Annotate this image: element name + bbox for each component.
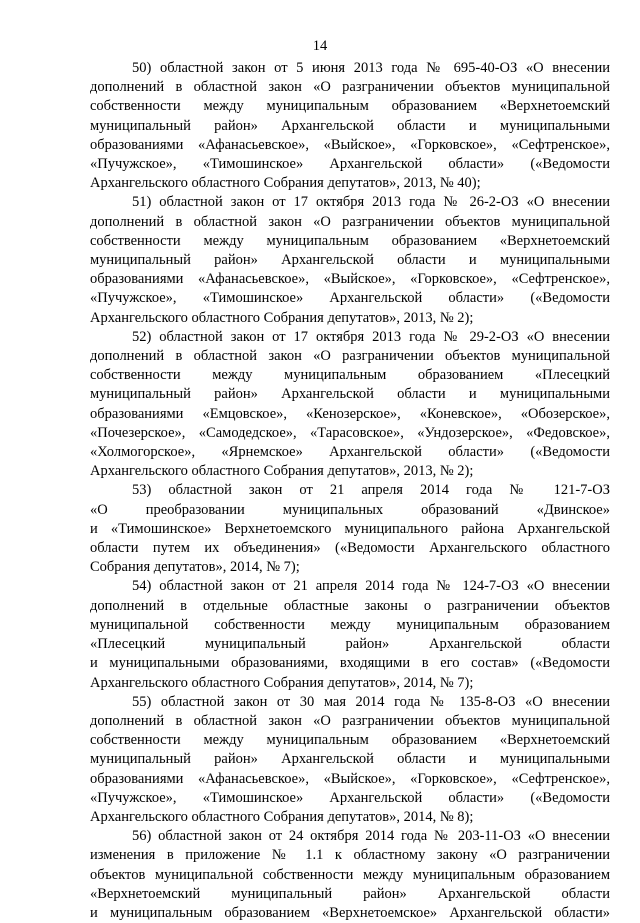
text-line: изменения в приложение № 1.1 к областному закону «О разграничении — [90, 847, 610, 864]
text-line: муниципальный район» Архангельской области и муниципальными — [90, 117, 610, 134]
list-item-56 — [90, 827, 610, 923]
text-line: дополнений в областной закон «О разграничении объектов муниципальной — [90, 79, 610, 96]
text-line: Архангельского областного Собрания депутатов», 2013, № 2); — [90, 463, 474, 480]
text-line: Архангельского областного Собрания депутатов», 2014, № 7); — [90, 674, 474, 691]
text-line: 50) областной закон от 5 июня 2013 года № 695-40-ОЗ «О внесении — [132, 60, 610, 76]
text-line: Архангельского областного Собрания депутатов», 2013, № 40); — [90, 175, 481, 192]
text-line: области путем их объединения» («Ведомости Архангельского областного — [90, 540, 610, 557]
text-line: образованиями «Афанасьевское», «Выйское», «Горковское», «Сефтренское», — [90, 770, 610, 787]
text-line: 53) областной закон от 21 апреля 2014 года № 121-7-ОЗ — [132, 482, 610, 499]
page-number: 14 — [312, 38, 328, 54]
text-line: 52) областной закон от 17 октября 2013 года № 29-2-ОЗ «О внесении — [132, 328, 610, 345]
text-line: дополнений в отдельные областные законы о разграничении объектов — [90, 597, 610, 614]
text-line: «Холмогорское», «Ярнемское» Архангельской области» («Ведомости — [90, 444, 610, 461]
text-line: собственности между муниципальным образованием «Верхнетоемский — [90, 732, 610, 749]
text-line: собственности между муниципальным образованием «Верхнетоемский — [90, 232, 610, 249]
text-line: образованиями «Афанасьевское», «Выйское», «Горковское», «Сефтренское», — [90, 136, 610, 153]
text-line: «Пучужское», «Тимошинское» Архангельской области» («Ведомости — [90, 156, 610, 173]
list-item-50 — [90, 59, 610, 193]
list-item-51 — [90, 193, 610, 327]
document-body — [90, 59, 610, 923]
text-line: дополнений в областной закон «О разграничении объектов муниципальной — [90, 213, 610, 230]
text-line: образованиями «Афанасьевское», «Выйское», «Горковское», «Сефтренское», — [90, 271, 610, 288]
text-line: муниципальный район» Архангельской области и муниципальными — [90, 386, 610, 403]
text-line: и муниципальным образованием «Верхнетоемское» Архангельской области» — [90, 904, 610, 921]
text-line: муниципальной собственности между муниципальным образованием — [90, 616, 610, 633]
text-line: муниципальный район» Архангельской области и муниципальными — [90, 751, 610, 768]
text-line: муниципальный район» Архангельской области и муниципальными — [90, 252, 610, 269]
text-line: 56) областной закон от 24 октября 2014 года № 203-11-ОЗ «О внесении — [132, 828, 610, 845]
text-line: Архангельского областного Собрания депутатов», 2014, № 8); — [90, 808, 474, 825]
list-item-53 — [90, 481, 610, 577]
text-line: «Плесецкий муниципальный район» Архангельской области — [90, 636, 610, 653]
text-line: 51) областной закон от 17 октября 2013 года № 26-2-ОЗ «О внесении — [132, 194, 610, 211]
text-line: и «Тимошинское» Верхнетоемского муниципального района Архангельской — [90, 520, 610, 537]
text-line: объектов муниципальной собственности между муниципальным образованием — [90, 866, 610, 883]
text-line: 54) областной закон от 21 апреля 2014 года № 124-7-ОЗ «О внесении — [132, 578, 610, 595]
text-line: собственности между муниципальным образованием «Верхнетоемский — [90, 98, 610, 115]
text-line: дополнений в областной закон «О разграничении объектов муниципальной — [90, 712, 610, 729]
text-line: и муниципальными образованиями, входящими в его состав» («Ведомости — [90, 655, 610, 672]
text-line: Собрания депутатов», 2014, № 7); — [90, 559, 300, 576]
text-line: образованиями «Емцовское», «Кенозерское», «Коневское», «Обозерское», — [90, 405, 610, 422]
text-line: «О преобразовании муниципальных образований «Двинское» — [90, 501, 610, 518]
text-line: «Пучужское», «Тимошинское» Архангельской области» («Ведомости — [90, 789, 610, 806]
text-line: дополнений в областной закон «О разграничении объектов муниципальной — [90, 348, 610, 365]
text-line: «Почезерское», «Самодедское», «Тарасовское», «Ундозерское», «Федовское», — [90, 424, 610, 441]
list-item-52 — [90, 328, 610, 482]
text-line: «Пучужское», «Тимошинское» Архангельской области» («Ведомости — [90, 290, 610, 307]
list-item-54 — [90, 577, 610, 692]
text-line: «Верхнетоемский муниципальный район» Архангельской области — [90, 885, 610, 902]
list-item-55 — [90, 693, 610, 827]
text-line: Архангельского областного Собрания депутатов», 2013, № 2); — [90, 309, 474, 326]
text-line: собственности между муниципальным образованием «Плесецкий — [90, 367, 610, 384]
text-line: 55) областной закон от 30 мая 2014 года № 135-8-ОЗ «О внесении — [132, 693, 610, 710]
